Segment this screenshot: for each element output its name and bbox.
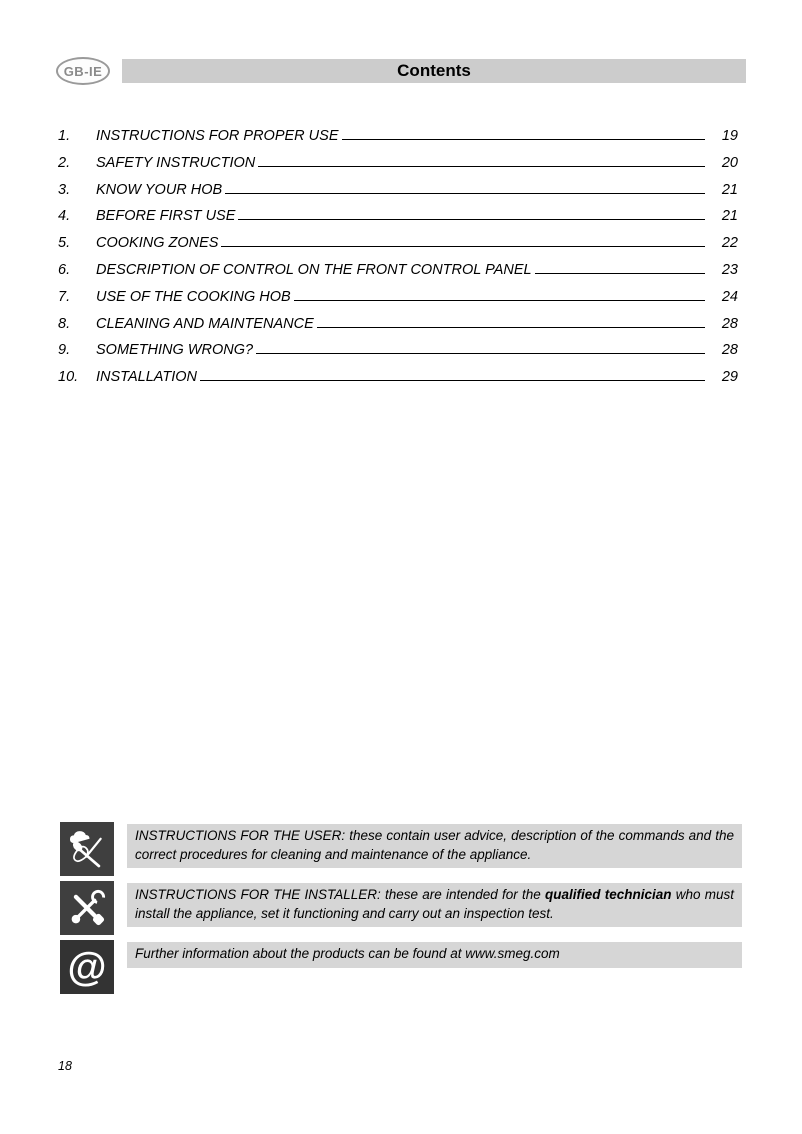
cooking-utensils-icon: [60, 822, 114, 876]
region-badge: [56, 57, 110, 85]
toc-row: [58, 235, 738, 262]
toc-item-page: 28: [721, 315, 738, 332]
page-title-bar: [122, 59, 746, 83]
toc-row: [58, 208, 738, 235]
toc-item-page: 21: [721, 181, 738, 198]
note-text: INSTRUCTIONS FOR THE INSTALLER: these are intended for the qualified technician who must install the appliance, set it functioning and carry out an inspection test.: [127, 883, 742, 927]
at-sign-icon: @: [60, 940, 114, 994]
toc-leader-line: [238, 219, 705, 220]
toc-item-number: 8.: [58, 315, 71, 332]
tools-icon: [60, 881, 114, 935]
toc-item-page: 19: [721, 128, 738, 144]
toc-leader-line: [225, 193, 705, 194]
toc-row: [58, 289, 738, 316]
toc-item-number: 10.: [58, 369, 79, 386]
toc-item-number: 3.: [58, 181, 71, 198]
toc-item-page: 21: [721, 208, 738, 225]
toc-item-title: DESCRIPTION OF CONTROL ON THE FRONT CONTROL PANEL: [96, 261, 532, 278]
toc-item-title: USE OF THE COOKING HOB: [96, 288, 291, 305]
toc-item-title: COOKING ZONES: [96, 235, 219, 252]
toc-row: [58, 342, 738, 369]
table-of-contents: [58, 128, 738, 396]
toc-item-page: 20: [721, 154, 738, 171]
toc-item-number: 9.: [58, 342, 71, 359]
toc-item-title: BEFORE FIRST USE: [96, 208, 236, 225]
toc-item-number: 7.: [58, 288, 71, 305]
note-text: Further information about the products can be found at www.smeg.com: [127, 942, 742, 968]
toc-item-title: CLEANING AND MAINTENANCE: [96, 315, 314, 332]
toc-item-title: SOMETHING WRONG?: [96, 342, 254, 359]
toc-row: [58, 369, 738, 396]
toc-row: [58, 182, 738, 209]
toc-item-number: 2.: [58, 154, 71, 171]
toc-row: [58, 155, 738, 182]
toc-item-number: 1.: [58, 128, 71, 144]
toc-item-number: 5.: [58, 235, 71, 252]
toc-item-page: 24: [721, 288, 738, 305]
toc-item-title: SAFETY INSTRUCTION: [96, 154, 256, 171]
toc-item-title: INSTALLATION: [96, 369, 197, 386]
note-user-instructions: [60, 822, 742, 878]
toc-leader-line: [200, 380, 705, 381]
note-text: INSTRUCTIONS FOR THE USER: these contain user advice, description of the commands and the correct procedures for cleaning and maintenance of the appliance.: [127, 824, 742, 868]
toc-leader-line: [317, 327, 705, 328]
toc-item-number: 4.: [58, 208, 71, 225]
toc-leader-line: [342, 139, 706, 140]
toc-item-title: KNOW YOUR HOB: [96, 181, 223, 198]
toc-item-number: 6.: [58, 261, 71, 278]
toc-leader-line: [294, 300, 705, 301]
toc-row: [58, 262, 738, 289]
toc-row: [58, 128, 738, 155]
toc-item-page: 28: [721, 342, 738, 359]
toc-item-page: 22: [721, 235, 738, 252]
page-title: Contents: [397, 61, 471, 80]
note-installer-instructions: [60, 881, 742, 937]
toc-leader-line: [221, 246, 705, 247]
toc-item-page: 29: [721, 369, 738, 386]
note-website-info: [60, 940, 742, 996]
toc-leader-line: [258, 166, 705, 167]
page-number: 18: [58, 1059, 72, 1073]
toc-item-page: 23: [721, 261, 738, 278]
toc-row: [58, 316, 738, 343]
region-badge-label: GB-IE: [63, 63, 103, 79]
toc-item-title: INSTRUCTIONS FOR PROPER USE: [96, 128, 339, 144]
toc-leader-line: [256, 353, 705, 354]
toc-leader-line: [535, 273, 705, 274]
